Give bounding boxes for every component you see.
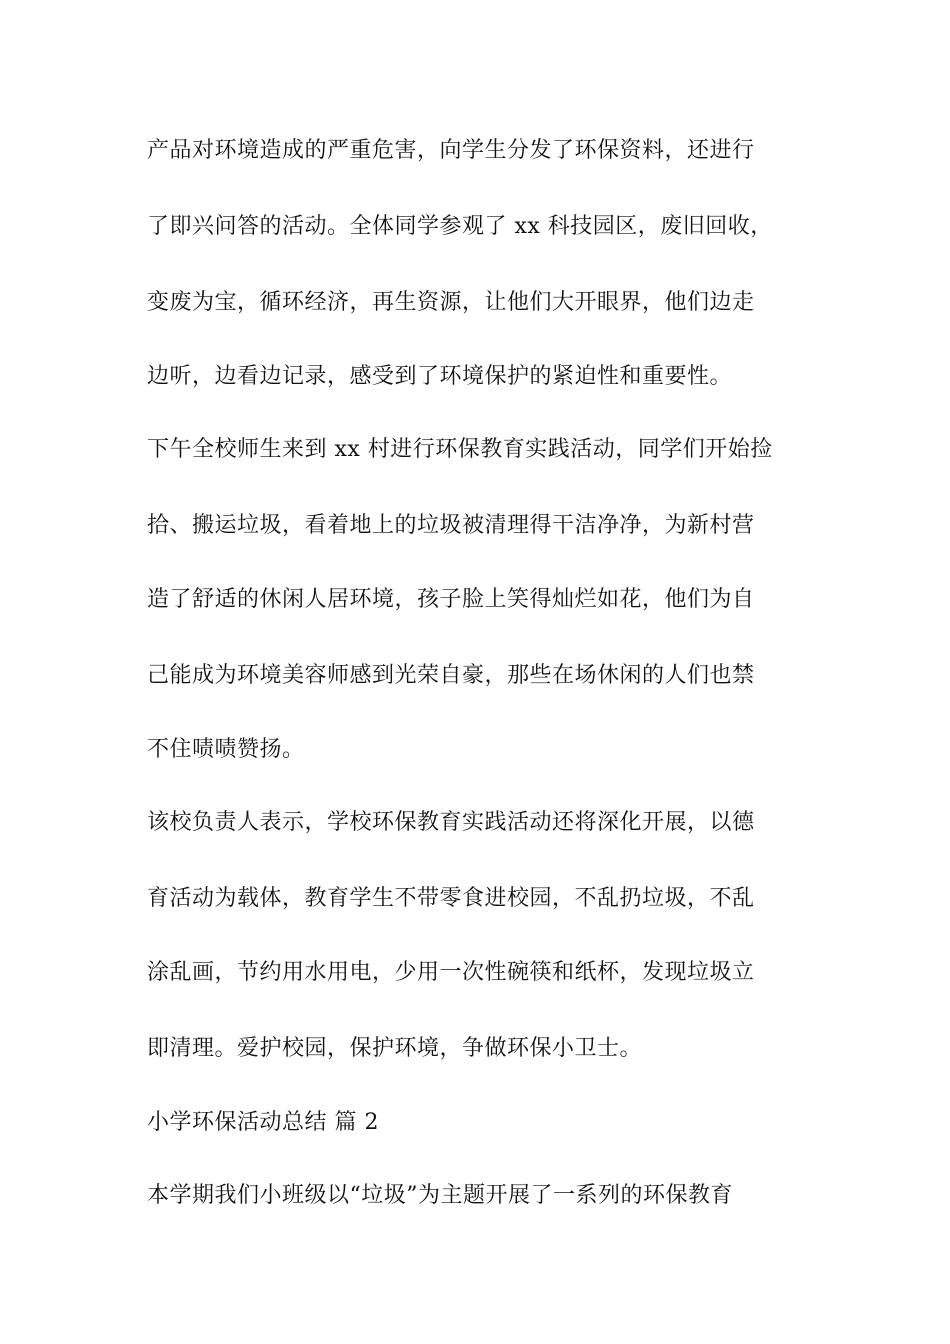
text-line: 即清理。爱护校园，保护环境，争做环保小卫士。 bbox=[147, 1036, 643, 1061]
text-line: 拾、搬运垃圾，看着地上的垃圾被清理得干洁净净，为新村营 bbox=[147, 513, 755, 538]
text-line: 产品对环境造成的严重危害，向学生分发了环保资料，还进行 bbox=[147, 138, 755, 163]
text-line: 育活动为载体，教育学生不带零食进校园，不乱扔垃圾，不乱 bbox=[147, 886, 755, 911]
text-line: 不住啧啧赞扬。 bbox=[147, 737, 305, 762]
text-line: 己能成为环境美容师感到光荣自豪，那些在场休闲的人们也禁 bbox=[147, 663, 755, 688]
text-line: 边听，边看边记录，感受到了环境保护的紧迫性和重要性。 bbox=[147, 364, 733, 389]
text-line: 本学期我们小班级以“垃圾”为主题开展了一系列的环保教育 bbox=[147, 1183, 733, 1208]
text-line: 该校负责人表示，学校环保教育实践活动还将深化开展，以德 bbox=[147, 810, 755, 835]
section-heading: 小学环保活动总结 篇 2 bbox=[147, 1110, 379, 1135]
text-line: 造了舒适的休闲人居环境，孩子脸上笑得灿烂如花，他们为自 bbox=[147, 587, 755, 612]
text-line: 涂乱画，节约用水用电，少用一次性碗筷和纸杯，发现垃圾立 bbox=[147, 960, 755, 985]
text-line: 变废为宝，循环经济，再生资源，让他们大开眼界，他们边走 bbox=[147, 290, 755, 315]
text-line: 下午全校师生来到 xx 村进行环保教育实践活动，同学们开始捡 bbox=[147, 437, 773, 462]
text-line: 了即兴问答的活动。全体同学参观了 xx 科技园区，废旧回收， bbox=[147, 214, 773, 239]
